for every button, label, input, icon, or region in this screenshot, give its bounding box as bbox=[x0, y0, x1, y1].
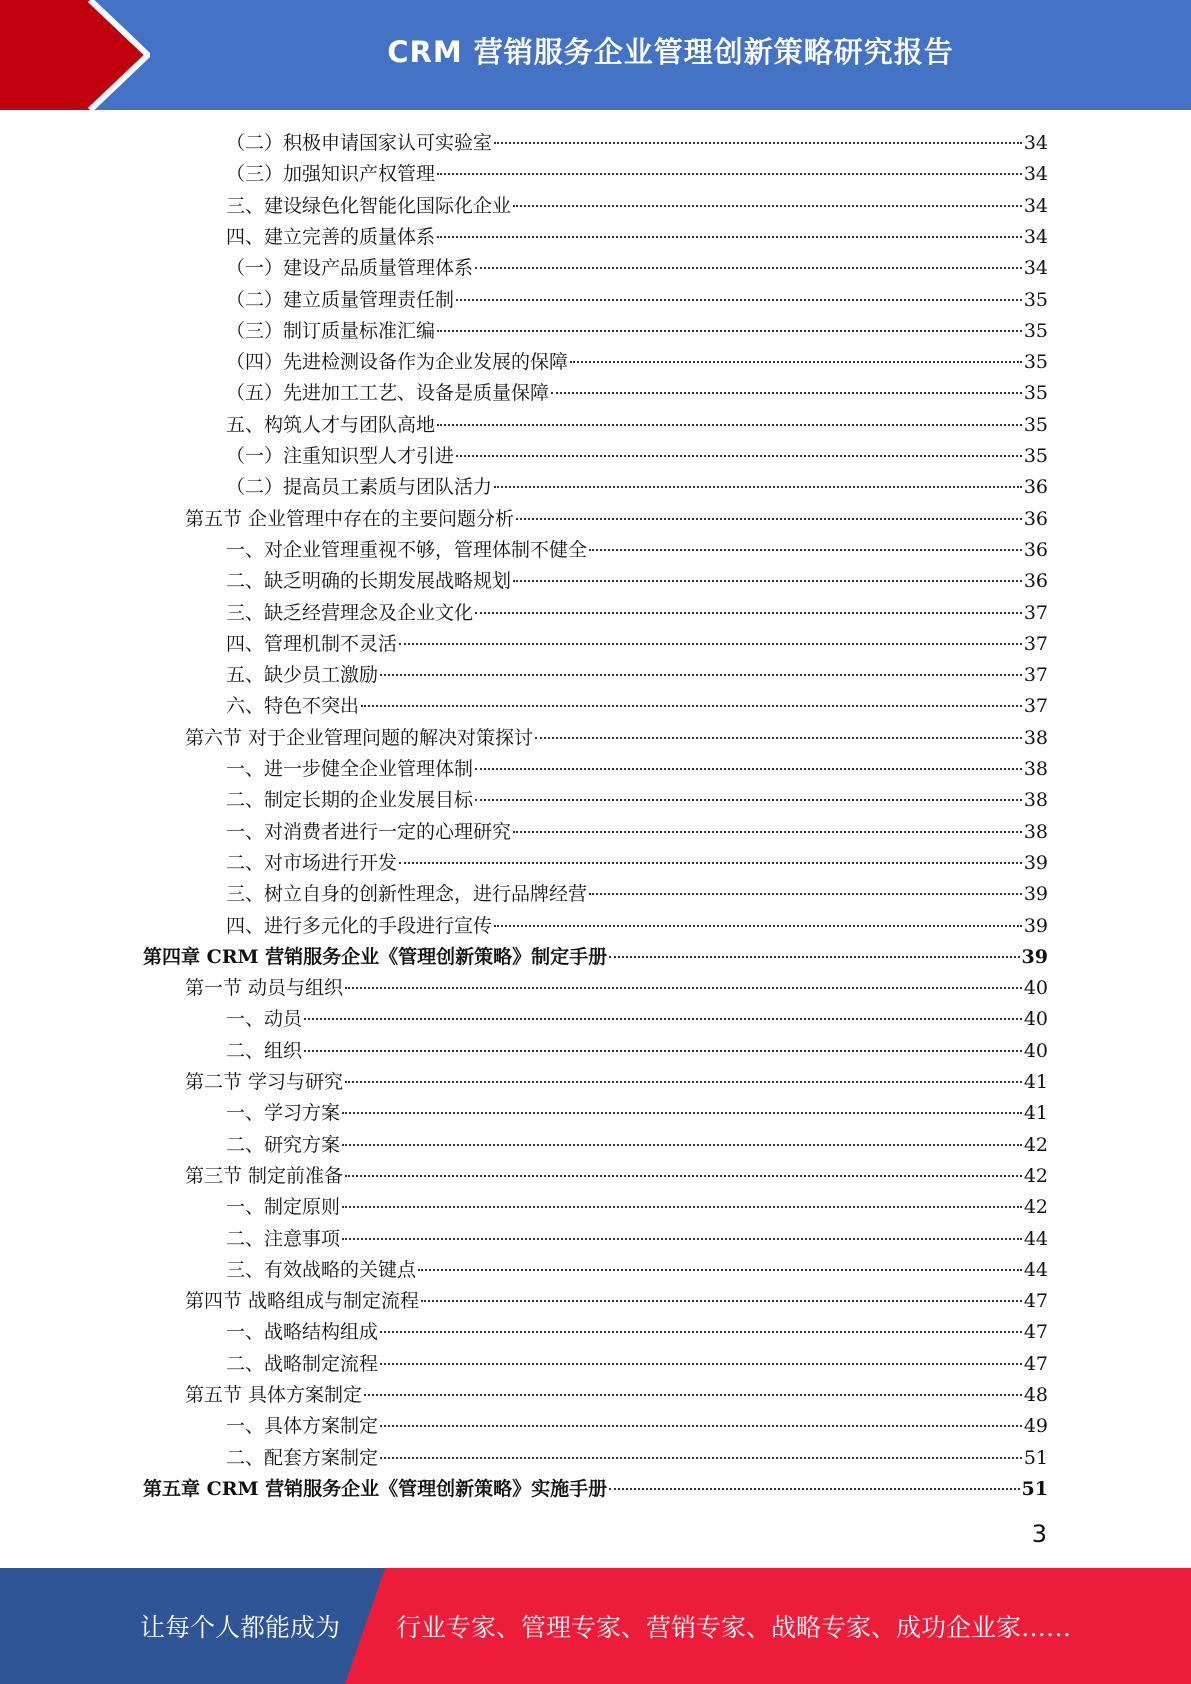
toc-entry-label: 五、构筑人才与团队高地 bbox=[226, 413, 436, 436]
toc-entry[interactable] bbox=[226, 879, 1048, 910]
toc-entry-page: 38 bbox=[1023, 820, 1048, 843]
toc-entry-page: 35 bbox=[1023, 351, 1048, 374]
toc-entry[interactable] bbox=[226, 911, 1048, 942]
toc-leader-dots bbox=[399, 643, 1022, 645]
toc-entry[interactable] bbox=[226, 629, 1048, 660]
toc-leader-dots bbox=[609, 1488, 1019, 1490]
toc-entry-label: 一、制定原则 bbox=[226, 1196, 341, 1219]
toc-leader-dots bbox=[304, 1050, 1022, 1052]
toc-leader-dots bbox=[437, 173, 1022, 175]
toc-entry[interactable] bbox=[226, 848, 1048, 879]
toc-entry-page: 51 bbox=[1023, 1446, 1048, 1469]
toc-entry-page: 35 bbox=[1023, 445, 1048, 467]
toc-entry-page: 37 bbox=[1023, 632, 1048, 655]
toc-leader-dots bbox=[345, 1175, 1022, 1177]
toc-entry-label: 第六节 对于企业管理问题的解决对策探讨 bbox=[185, 726, 534, 749]
toc-entry[interactable] bbox=[226, 472, 1048, 503]
toc-entry-label: 一、对消费者进行一定的心理研究 bbox=[226, 820, 512, 843]
toc-leader-dots bbox=[589, 549, 1022, 551]
toc-entry-page: 36 bbox=[1023, 476, 1048, 499]
toc-entry[interactable] bbox=[226, 285, 1048, 316]
toc-entry-label: 第一节 动员与组织 bbox=[185, 977, 344, 1000]
toc-leader-dots bbox=[513, 580, 1022, 582]
toc-entry-label: 四、建立完善的质量体系 bbox=[226, 225, 436, 248]
toc-entry-label: 三、缺乏经营理念及企业文化 bbox=[226, 601, 474, 624]
toc-entry[interactable] bbox=[226, 1411, 1048, 1442]
toc-entry[interactable] bbox=[226, 535, 1048, 566]
toc-entry-page: 40 bbox=[1023, 1039, 1048, 1062]
toc-leader-dots bbox=[475, 612, 1022, 614]
toc-leader-dots bbox=[516, 518, 1022, 520]
header-arrow-decoration bbox=[0, 0, 150, 110]
toc-leader-dots bbox=[399, 862, 1022, 864]
toc-entry[interactable] bbox=[226, 441, 1048, 472]
toc-entry-page: 47 bbox=[1023, 1321, 1048, 1344]
toc-leader-dots bbox=[304, 1018, 1022, 1020]
toc-entry-page: 44 bbox=[1023, 1258, 1048, 1281]
toc-entry-label: 二、对市场进行开发 bbox=[226, 851, 398, 874]
toc-entry-label: 一、对企业管理重视不够，管理体制不健全 bbox=[226, 538, 588, 561]
toc-entry-label: （三）制订质量标准汇编 bbox=[226, 319, 436, 342]
toc-leader-dots bbox=[456, 299, 1022, 301]
toc-entry-page: 41 bbox=[1023, 1102, 1048, 1125]
toc-leader-dots bbox=[361, 705, 1022, 707]
toc-leader-dots bbox=[494, 142, 1022, 144]
page-number: 3 bbox=[1031, 1520, 1047, 1548]
toc-entry-label: 第四章 CRM 营销服务企业《管理创新策略》制定手册 bbox=[143, 945, 608, 968]
toc-entry-page: 40 bbox=[1023, 977, 1048, 1000]
toc-entry-page: 37 bbox=[1023, 695, 1048, 718]
toc-leader-dots bbox=[342, 1112, 1022, 1114]
toc-entry[interactable] bbox=[226, 1349, 1048, 1380]
toc-entry-page: 39 bbox=[1023, 851, 1048, 874]
toc-entry-page: 36 bbox=[1023, 538, 1048, 561]
toc-entry-page: 36 bbox=[1023, 570, 1048, 593]
toc-entry-page: 34 bbox=[1023, 257, 1048, 280]
toc-leader-dots bbox=[342, 1238, 1022, 1240]
page-footer bbox=[0, 1568, 1191, 1684]
toc-entry-page: 36 bbox=[1023, 507, 1048, 530]
toc-entry-page: 39 bbox=[1023, 914, 1048, 937]
toc-entry[interactable] bbox=[226, 347, 1048, 378]
toc-leader-dots bbox=[380, 674, 1022, 676]
toc-entry[interactable] bbox=[226, 691, 1048, 722]
toc-entry-page: 38 bbox=[1023, 726, 1048, 749]
toc-entry[interactable] bbox=[226, 785, 1048, 816]
toc-entry-label: （二）提高员工素质与团队活力 bbox=[226, 476, 493, 499]
toc-leader-dots bbox=[342, 1144, 1022, 1146]
toc-leader-dots bbox=[513, 205, 1022, 207]
toc-entry-label: 三、有效战略的关键点 bbox=[226, 1258, 417, 1281]
toc-entry[interactable] bbox=[226, 191, 1048, 222]
toc-leader-dots bbox=[551, 392, 1022, 394]
toc-entry-page: 34 bbox=[1023, 132, 1048, 154]
toc-entry[interactable] bbox=[226, 566, 1048, 597]
toc-entry-label: 一、动员 bbox=[226, 1008, 303, 1031]
toc-entry-page: 34 bbox=[1023, 225, 1048, 248]
toc-entry-label: 第五节 具体方案制定 bbox=[185, 1384, 363, 1406]
toc-entry-label: 三、建设绿色化智能化国际化企业 bbox=[226, 194, 512, 217]
toc-entry-label: 第五章 CRM 营销服务企业《管理创新策略》实施手册 bbox=[143, 1477, 608, 1500]
toc-entry-page: 42 bbox=[1023, 1196, 1048, 1219]
toc-entry-page: 39 bbox=[1023, 883, 1048, 906]
toc-entry-label: 二、研究方案 bbox=[226, 1133, 341, 1156]
toc-leader-dots bbox=[570, 361, 1022, 363]
toc-entry[interactable] bbox=[185, 1380, 1048, 1411]
toc-entry-label: 第二节 学习与研究 bbox=[185, 1071, 344, 1093]
toc-leader-dots bbox=[380, 1425, 1022, 1427]
toc-leader-dots bbox=[475, 267, 1022, 269]
toc-entry[interactable] bbox=[226, 817, 1048, 848]
toc-entry-label: （五）先进加工工艺、设备是质量保障 bbox=[226, 382, 550, 405]
toc-entry-label: （二）建立质量管理责任制 bbox=[226, 288, 455, 311]
toc-entry[interactable] bbox=[185, 1067, 1048, 1098]
toc-entry-page: 35 bbox=[1023, 382, 1048, 405]
toc-entry-label: 二、战略制定流程 bbox=[226, 1352, 379, 1375]
toc-leader-dots bbox=[345, 1081, 1022, 1083]
toc-leader-dots bbox=[475, 768, 1022, 770]
toc-entry[interactable] bbox=[185, 973, 1048, 1004]
toc-entry[interactable] bbox=[226, 598, 1048, 629]
toc-entry-page: 35 bbox=[1023, 413, 1048, 436]
toc-entry-label: 五、缺少员工激励 bbox=[226, 664, 379, 687]
toc-entry-label: （一）建设产品质量管理体系 bbox=[226, 257, 474, 280]
toc-leader-dots bbox=[609, 956, 1019, 958]
toc-entry-page: 47 bbox=[1023, 1290, 1048, 1313]
toc-entry-page: 35 bbox=[1023, 288, 1048, 311]
toc-entry[interactable] bbox=[226, 1443, 1048, 1474]
toc-leader-dots bbox=[437, 330, 1022, 332]
toc-entry-page: 49 bbox=[1023, 1415, 1048, 1438]
toc-entry[interactable] bbox=[226, 1130, 1048, 1161]
toc-entry[interactable] bbox=[185, 504, 1048, 535]
toc-entry-label: 二、组织 bbox=[226, 1039, 303, 1062]
toc-entry-label: 一、战略结构组成 bbox=[226, 1321, 379, 1344]
toc-entry-page: 38 bbox=[1023, 758, 1048, 780]
toc-entry-page: 40 bbox=[1023, 1008, 1048, 1031]
toc-leader-dots bbox=[494, 925, 1022, 927]
toc-entry[interactable] bbox=[226, 1255, 1048, 1286]
toc-entry-page: 39 bbox=[1021, 945, 1048, 968]
toc-leader-dots bbox=[418, 1269, 1022, 1271]
toc-leader-dots bbox=[421, 1300, 1022, 1302]
toc-leader-dots bbox=[475, 799, 1022, 801]
toc-entry-label: 二、配套方案制定 bbox=[226, 1446, 379, 1469]
toc-entry-label: 一、具体方案制定 bbox=[226, 1415, 379, 1438]
toc-leader-dots bbox=[380, 1363, 1022, 1365]
toc-entry-label: （四）先进检测设备作为企业发展的保障 bbox=[226, 351, 569, 374]
toc-entry[interactable] bbox=[226, 159, 1048, 190]
toc-entry-page: 38 bbox=[1023, 789, 1048, 812]
toc-entry-label: 第四节 战略组成与制定流程 bbox=[185, 1290, 420, 1313]
toc-leader-dots bbox=[456, 455, 1022, 457]
toc-entry-page: 48 bbox=[1023, 1384, 1048, 1406]
toc-entry-page: 42 bbox=[1023, 1164, 1048, 1187]
toc-entry-label: 二、缺乏明确的长期发展战略规划 bbox=[226, 570, 512, 593]
toc-entry-label: （一）注重知识型人才引进 bbox=[226, 445, 455, 467]
toc-entry[interactable] bbox=[226, 1004, 1048, 1035]
toc-entry-page: 42 bbox=[1023, 1133, 1048, 1156]
toc-entry[interactable] bbox=[226, 1036, 1048, 1067]
toc-entry-label: （二）积极申请国家认可实验室 bbox=[226, 132, 493, 154]
toc-entry[interactable] bbox=[185, 1161, 1048, 1192]
toc-entry[interactable] bbox=[226, 660, 1048, 691]
header-title: CRM 营销服务企业管理创新策略研究报告 bbox=[387, 34, 954, 69]
footer-slogan-right: 行业专家、管理专家、营销专家、战略专家、成功企业家…… bbox=[396, 1613, 1072, 1642]
toc-entry[interactable] bbox=[226, 1192, 1048, 1223]
toc-entry-page: 34 bbox=[1023, 163, 1048, 186]
toc-leader-dots bbox=[345, 987, 1022, 989]
toc-leader-dots bbox=[535, 737, 1022, 739]
toc-entry-label: 三、树立自身的创新性理念，进行品牌经营 bbox=[226, 883, 588, 906]
toc-leader-dots bbox=[494, 486, 1022, 488]
toc-entry[interactable] bbox=[226, 1098, 1048, 1129]
toc-entry-label: 四、进行多元化的手段进行宣传 bbox=[226, 914, 493, 937]
toc-entry-label: 六、特色不突出 bbox=[226, 695, 360, 718]
toc-leader-dots bbox=[380, 1331, 1022, 1333]
toc-entry[interactable] bbox=[226, 754, 1048, 785]
toc-entry-label: 二、注意事项 bbox=[226, 1227, 341, 1250]
toc-entry-page: 34 bbox=[1023, 194, 1048, 217]
footer-slogan-left: 让每个人都能成为 bbox=[140, 1613, 341, 1642]
toc-entry[interactable] bbox=[226, 1317, 1048, 1348]
toc-entry[interactable] bbox=[143, 942, 1048, 973]
toc-leader-dots bbox=[437, 424, 1022, 426]
toc-entry-page: 37 bbox=[1023, 601, 1048, 624]
toc-leader-dots bbox=[364, 1394, 1022, 1396]
toc-entry-page: 51 bbox=[1021, 1477, 1048, 1500]
toc-entry-label: 一、学习方案 bbox=[226, 1102, 341, 1125]
toc-entry[interactable] bbox=[226, 378, 1048, 409]
toc-entry[interactable] bbox=[226, 316, 1048, 347]
toc-leader-dots bbox=[589, 893, 1022, 895]
toc-entry-page: 44 bbox=[1023, 1227, 1048, 1250]
toc-entry-label: 一、进一步健全企业管理体制 bbox=[226, 758, 474, 780]
toc-entry-label: 二、制定长期的企业发展目标 bbox=[226, 789, 474, 812]
toc-entry[interactable] bbox=[185, 723, 1048, 754]
toc-leader-dots bbox=[513, 831, 1022, 833]
toc-leader-dots bbox=[380, 1457, 1022, 1459]
toc-entry-label: （三）加强知识产权管理 bbox=[226, 163, 436, 186]
toc-entry[interactable] bbox=[226, 410, 1048, 441]
toc-entry-label: 第三节 制定前准备 bbox=[185, 1164, 344, 1187]
toc-entry-page: 35 bbox=[1023, 319, 1048, 342]
toc-entry-page: 41 bbox=[1023, 1071, 1048, 1093]
toc-entry[interactable] bbox=[143, 1474, 1048, 1505]
toc-entry-page: 37 bbox=[1023, 664, 1048, 687]
toc-entry[interactable] bbox=[226, 222, 1048, 253]
toc-entry[interactable] bbox=[226, 253, 1048, 284]
toc-entry-label: 第五节 企业管理中存在的主要问题分析 bbox=[185, 507, 515, 530]
toc-entry[interactable] bbox=[185, 1286, 1048, 1317]
toc-leader-dots bbox=[342, 1206, 1022, 1208]
toc-entry-page: 47 bbox=[1023, 1352, 1048, 1375]
toc-entry-label: 四、管理机制不灵活 bbox=[226, 632, 398, 655]
toc-leader-dots bbox=[437, 236, 1022, 238]
toc-entry[interactable] bbox=[226, 128, 1048, 159]
toc-entry[interactable] bbox=[226, 1224, 1048, 1255]
page-header bbox=[0, 0, 1191, 110]
